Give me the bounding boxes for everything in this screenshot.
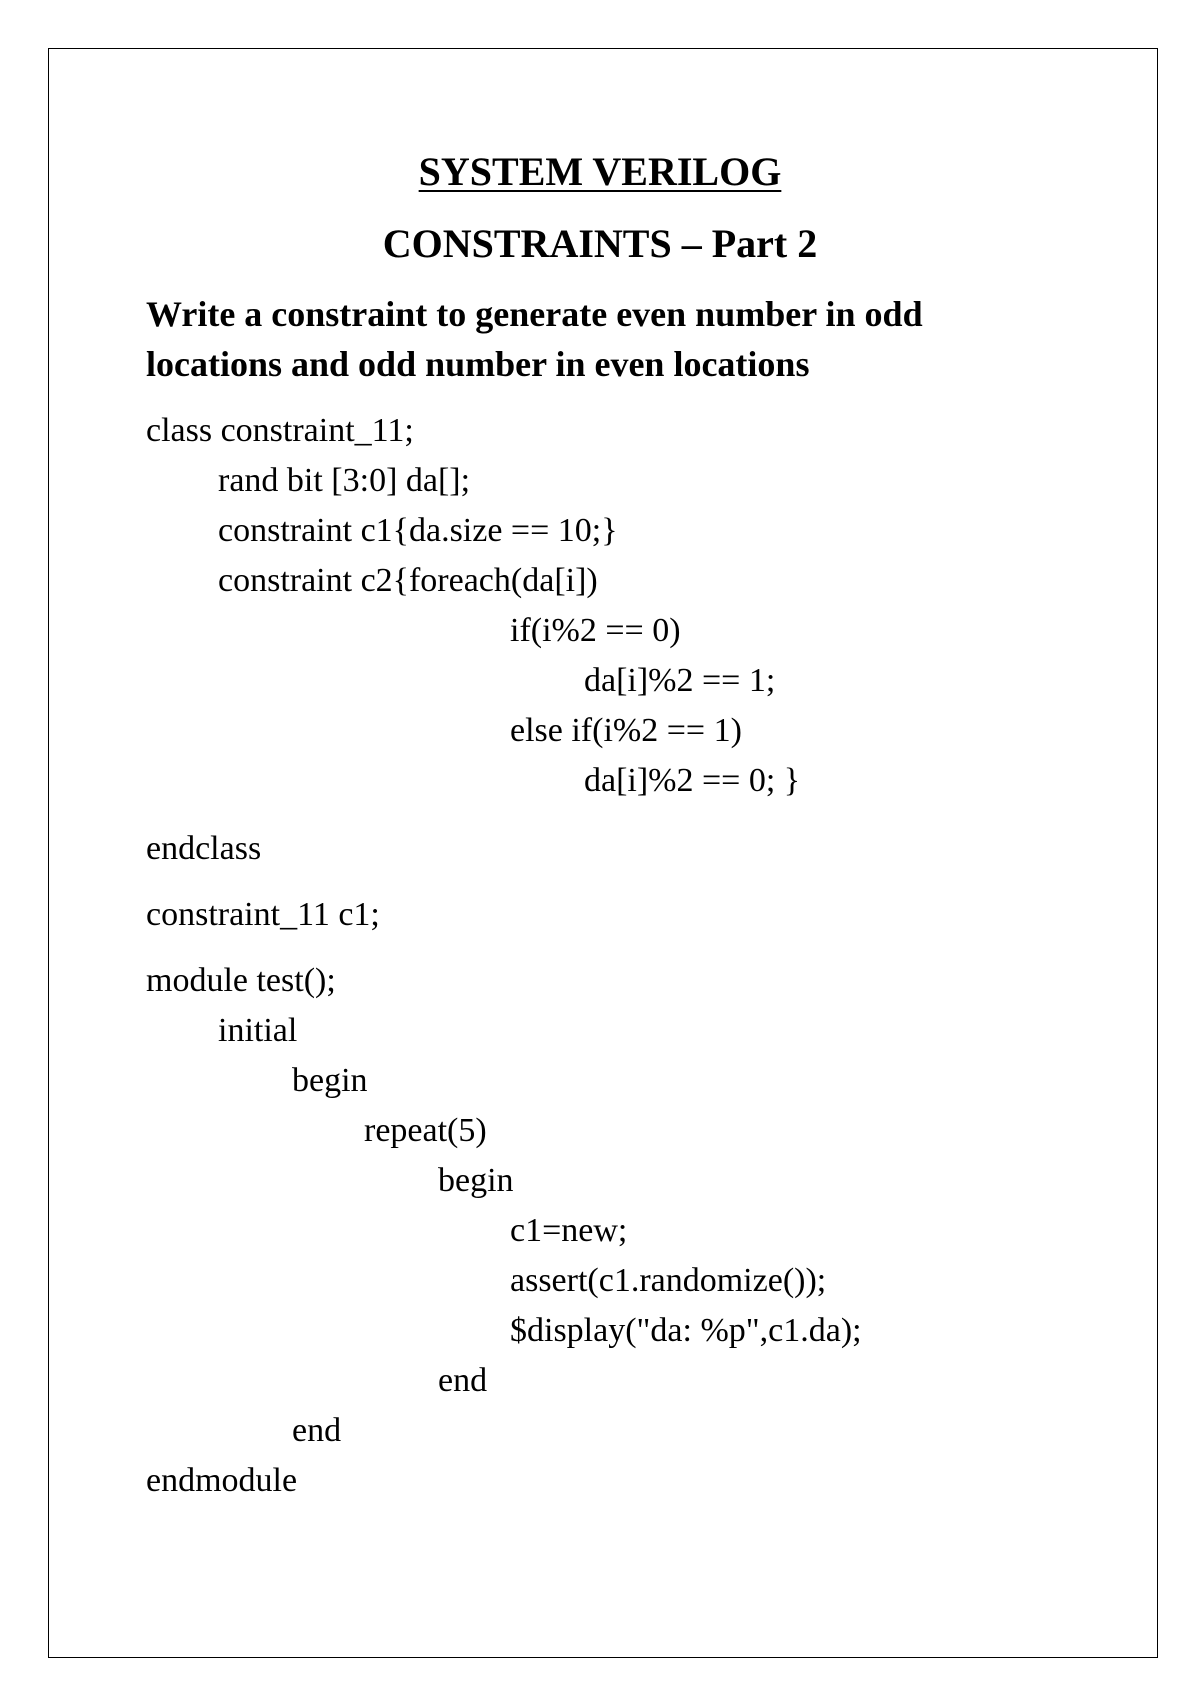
code-line: da[i]%2 == 1; xyxy=(584,662,776,699)
question-line-2: locations and odd number in even locations xyxy=(146,344,810,384)
code-line: end xyxy=(292,1412,342,1449)
code-line: if(i%2 == 0) xyxy=(510,612,681,649)
code-line: else if(i%2 == 1) xyxy=(510,712,742,749)
code-line: c1=new; xyxy=(510,1212,628,1249)
code-line: constraint_11 c1; xyxy=(146,896,380,933)
code-line: $display("da: %p",c1.da); xyxy=(510,1312,862,1349)
code-line: end xyxy=(438,1362,488,1399)
code-line: endmodule xyxy=(146,1462,298,1499)
document-title: SYSTEM VERILOG xyxy=(418,149,782,194)
code-line: module test(); xyxy=(146,962,336,999)
code-line: begin xyxy=(438,1162,514,1199)
code-line: initial xyxy=(218,1012,298,1049)
document-subtitle: CONSTRAINTS – Part 2 xyxy=(382,221,818,266)
code-line: constraint c1{da.size == 10;} xyxy=(218,512,618,549)
code-line: assert(c1.randomize()); xyxy=(510,1262,827,1299)
code-line: repeat(5) xyxy=(364,1112,487,1149)
code-line: begin xyxy=(292,1062,368,1099)
code-line: class constraint_11; xyxy=(146,412,414,449)
code-line: endclass xyxy=(146,830,262,867)
code-line: rand bit [3:0] da[]; xyxy=(218,462,471,499)
question-line-1: Write a constraint to generate even number in odd xyxy=(146,294,923,334)
code-line: constraint c2{foreach(da[i]) xyxy=(218,562,598,599)
code-line: da[i]%2 == 0; } xyxy=(584,762,801,799)
